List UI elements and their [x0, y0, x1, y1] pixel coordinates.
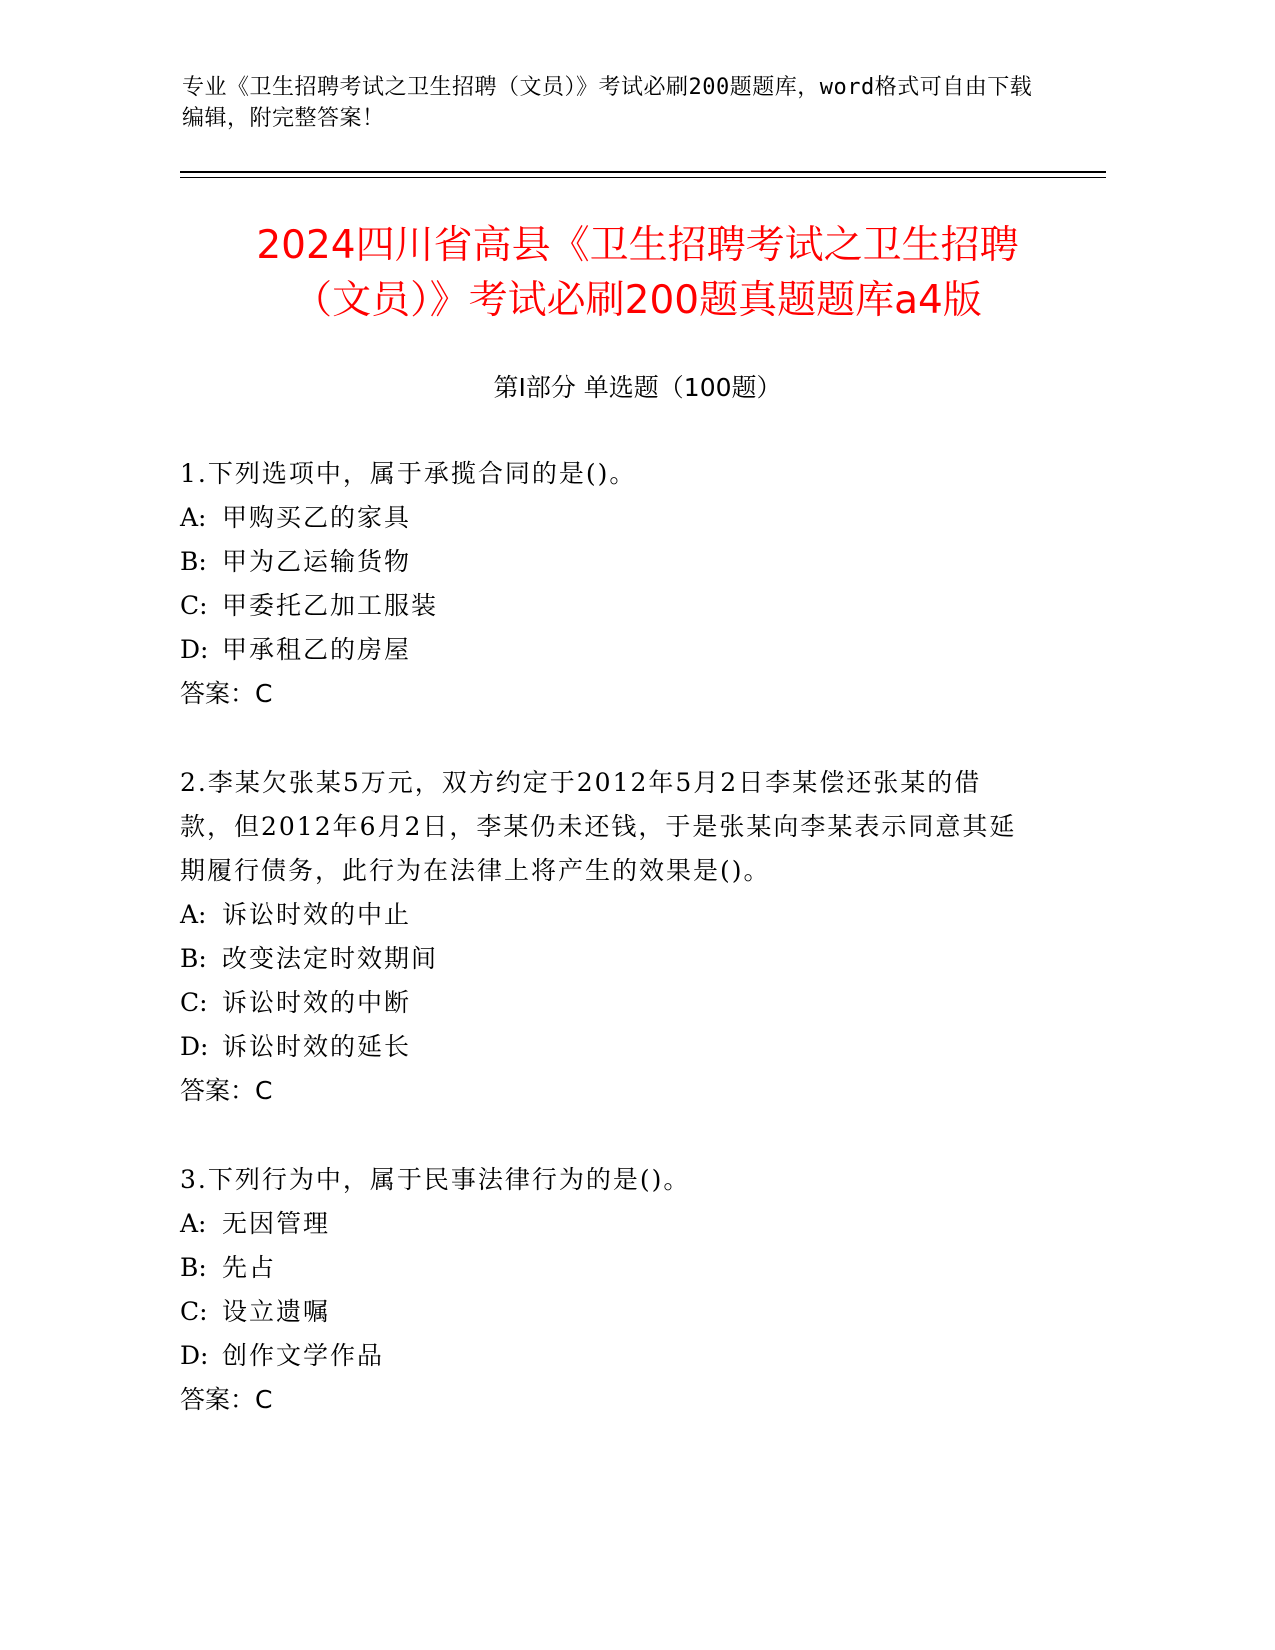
- option-text: 诉讼时效的中止: [222, 900, 412, 929]
- option-label: A:: [180, 503, 207, 532]
- answer: 答案：C: [180, 1076, 273, 1105]
- option-label: B:: [180, 944, 207, 973]
- option-label: A:: [180, 900, 207, 929]
- option-text: 无因管理: [222, 1209, 331, 1238]
- option-b: [180, 1246, 1030, 1290]
- option-b: [180, 540, 1030, 584]
- option-a: [180, 893, 1030, 937]
- option-d: [180, 628, 1030, 672]
- option-text: 甲委托乙加工服装: [222, 591, 439, 620]
- question-3: [180, 1158, 1030, 1422]
- option-text: 创作文学作品: [222, 1341, 385, 1370]
- option-c: [180, 584, 1030, 628]
- option-a: [180, 1202, 1030, 1246]
- option-label: B:: [180, 1253, 207, 1282]
- header-rule-thick: [180, 171, 1106, 173]
- header-note: 专业《卫生招聘考试之卫生招聘（文员）》考试必刷200题题库，word格式可自由下载编辑，附完整答案！: [182, 75, 1033, 131]
- option-label: D:: [180, 1341, 209, 1370]
- header-rule-thin: [180, 177, 1106, 178]
- document-title-line-1: 2024四川省高县《卫生招聘考试之卫生招聘: [256, 223, 1019, 268]
- option-text: 设立遗嘱: [222, 1297, 331, 1326]
- question-2: [180, 761, 1030, 1113]
- option-d: [180, 1334, 1030, 1378]
- document-title: [150, 218, 1125, 328]
- option-d: [180, 1025, 1030, 1069]
- document-title-line-2: （文员）》考试必刷200题真题题库a4版: [293, 278, 982, 323]
- question-stem: 3.下列行为中，属于民事法律行为的是()。: [180, 1165, 691, 1194]
- option-c: [180, 981, 1030, 1025]
- question-1: [180, 452, 1030, 716]
- option-text: 先占: [222, 1253, 277, 1282]
- option-b: [180, 937, 1030, 981]
- answer: 答案：C: [180, 1385, 273, 1414]
- section-title: 第Ⅰ部分 单选题（100题）: [493, 373, 782, 402]
- option-label: C:: [180, 988, 208, 1017]
- option-text: 甲承租乙的房屋: [222, 635, 412, 664]
- option-label: C:: [180, 1297, 208, 1326]
- option-text: 甲为乙运输货物: [222, 547, 412, 576]
- option-c: [180, 1290, 1030, 1334]
- option-label: A:: [180, 1209, 207, 1238]
- option-label: D:: [180, 1032, 209, 1061]
- option-text: 甲购买乙的家具: [222, 503, 412, 532]
- question-stem: 2.李某欠张某5万元，双方约定于2012年5月2日李某偿还张某的借款，但2012年6月2日，李某仍未还钱，于是张某向李某表示同意其延期履行债务，此行为在法律上将产生的效果是()。: [180, 768, 1017, 885]
- question-stem: 1.下列选项中，属于承揽合同的是()。: [180, 459, 637, 488]
- option-text: 诉讼时效的延长: [222, 1032, 412, 1061]
- option-label: D:: [180, 635, 209, 664]
- question-list: [180, 452, 1030, 1467]
- option-a: [180, 496, 1030, 540]
- option-label: C:: [180, 591, 208, 620]
- answer: 答案：C: [180, 679, 273, 708]
- option-text: 诉讼时效的中断: [222, 988, 412, 1017]
- option-text: 改变法定时效期间: [222, 944, 439, 973]
- option-label: B:: [180, 547, 207, 576]
